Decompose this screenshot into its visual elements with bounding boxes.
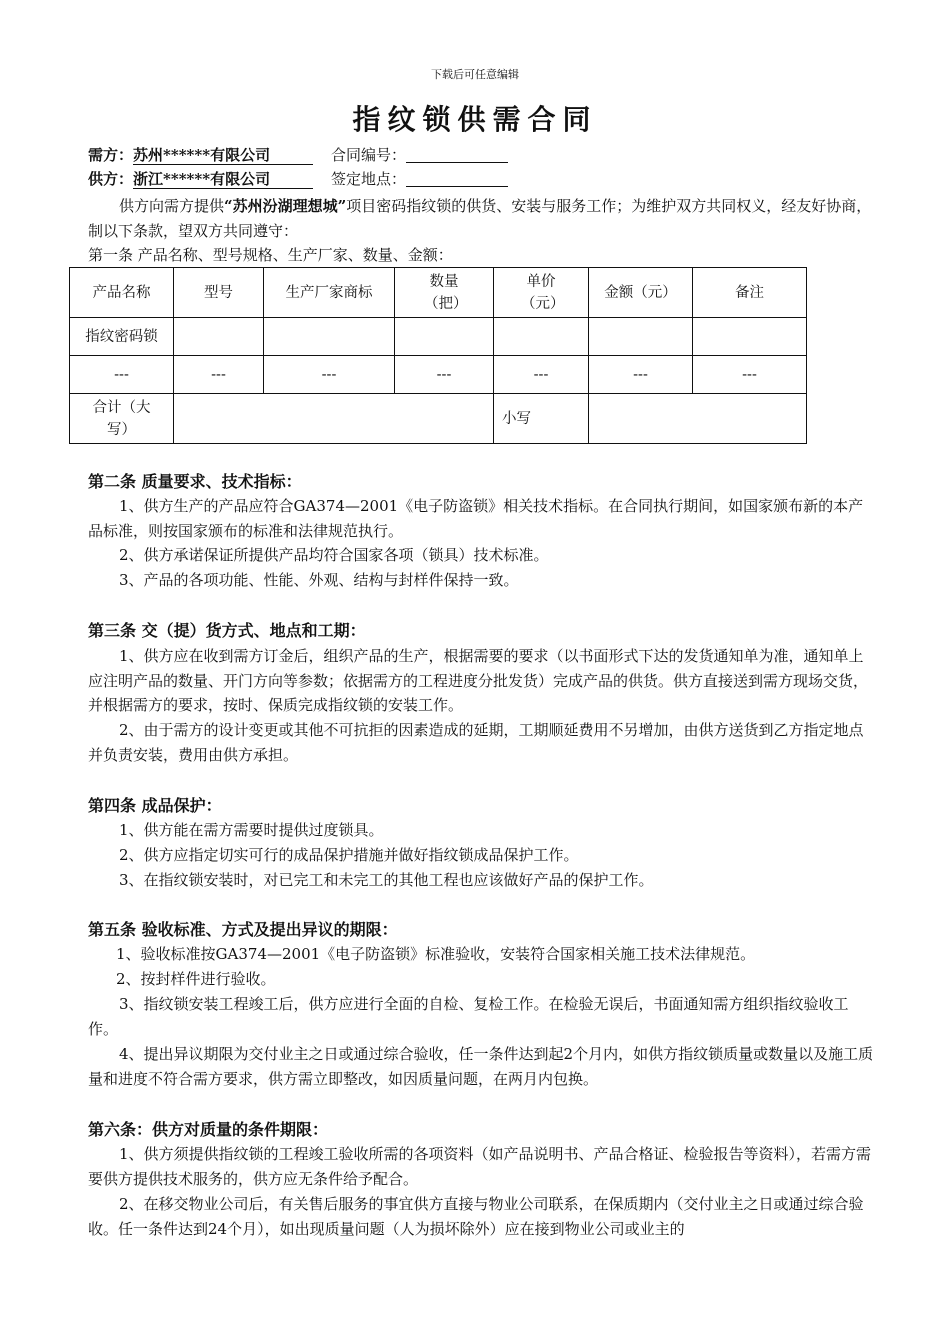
- article3-item: 2、由于需方的设计变更或其他不可抗拒的因素造成的延期，工期顺延费用不另增加，由供方送货到乙方指定地点并负责安装，费用由供方承担。: [88, 721, 864, 764]
- header-qty: 数量（把）: [424, 273, 468, 312]
- header-price: 单价（元）: [521, 273, 565, 312]
- table-header-row: [70, 268, 807, 318]
- total-row: [70, 394, 807, 444]
- table-cell: ---: [70, 356, 174, 394]
- article3-item: 1、供方应在收到需方订金后，组织产品的生产，根据需要的要求（以书面形式下达的发货通知单为准，通知单上应注明产品的数量、开门方向等参数；依据需方的工程进度分批发货）完成产品的供货。供方直接送到需方现场交货，并根据需方的要求，按时、保质完成指纹锁的安装工作。: [88, 647, 869, 714]
- buyer-line: [88, 144, 508, 166]
- table-cell: [693, 318, 807, 356]
- article2-heading: 第二条 质量要求、技术指标：: [88, 472, 302, 491]
- table-header-cell: 金额（元）: [589, 268, 693, 318]
- article2-item: 1、供方生产的产品应符合GA374—2001《电子防盗锁》相关技术指标。在合同执行期间，如国家颁布新的本产品标准，则按国家颁布的标准和法律规范执行。: [88, 497, 864, 540]
- total-uppercase-cell: [174, 394, 494, 444]
- table-cell: ---: [693, 356, 807, 394]
- table-cell: [174, 318, 264, 356]
- project-name: “苏州汾湖理想城”: [224, 197, 347, 215]
- signing-place-label: 签定地点：: [331, 170, 407, 188]
- intro-text-2: 项目密码指纹锁的供货、安装与服务工作；为维护双方共同权义，经友好协商，制以下条款，望双方共同遵守：: [88, 197, 872, 240]
- article4-item: 3、在指纹锁安装时，对已完工和未完工的其他工程也应该做好产品的保护工作。: [119, 871, 654, 889]
- article5-item: 1、验收标准按GA374—2001《电子防盗锁》标准验收，安装符合国家相关施工技术法律规范。: [116, 945, 756, 963]
- total-label-cell: [70, 394, 174, 444]
- table-header-cell: 型号: [174, 268, 264, 318]
- buyer-name: 苏州******有限公司: [133, 146, 313, 165]
- table-row: [70, 318, 807, 356]
- table-cell: ---: [494, 356, 589, 394]
- product-name-cell: 指纹密码锁: [70, 318, 174, 356]
- table-cell: [589, 318, 693, 356]
- intro-text-1: 供方向需方提供: [119, 197, 225, 215]
- total-label: 合计（大写）: [92, 399, 151, 438]
- total-lowercase-cell: [589, 394, 807, 444]
- buyer-label: 需方：: [88, 146, 134, 164]
- article5-item: 2、按封样件进行验收。: [116, 970, 276, 988]
- table-cell: ---: [395, 356, 494, 394]
- table-header-cell: 产品名称: [70, 268, 174, 318]
- article2-item: 3、产品的各项功能、性能、外观、结构与封样件保持一致。: [119, 571, 519, 589]
- article6-item: 2、在移交物业公司后，有关售后服务的事宜供方直接与物业公司联系，在保质期内（交付业主之日或通过综合验收。任一条件达到24个月），如出现质量问题（人为损坏除外）应在接到物业公司或业主的: [88, 1195, 864, 1238]
- table-header-cell: 备注: [693, 268, 807, 318]
- article5-item: 3、指纹锁安装工程竣工后，供方应进行全面的自检、复检工作。在检验无误后，书面通知需方组织指纹验收工作。: [88, 995, 849, 1038]
- article4-item: 1、供方能在需方需要时提供过度锁具。: [119, 821, 384, 839]
- table-cell: ---: [264, 356, 395, 394]
- article2-item: 2、供方承诺保证所提供产品均符合国家各项（锁具）技术标准。: [119, 546, 549, 564]
- table-header-cell: [395, 268, 494, 318]
- seller-label: 供方：: [88, 170, 134, 188]
- seller-name: 浙江******有限公司: [133, 170, 313, 189]
- contract-number-label: 合同编号：: [331, 146, 407, 164]
- table-row: [70, 356, 807, 394]
- table-cell: [494, 318, 589, 356]
- article5-heading: 第五条 验收标准、方式及提出异议的期限：: [88, 920, 398, 939]
- article4-heading: 第四条 成品保护：: [88, 796, 222, 815]
- article6-heading: 第六条：供方对质量的条件期限：: [88, 1120, 329, 1139]
- header-note: 下载后可任意编辑: [431, 68, 519, 81]
- contract-number-blank: [406, 146, 508, 163]
- small-label-cell: 小写: [494, 394, 589, 444]
- intro-paragraph: [88, 194, 874, 243]
- article4-item: 2、供方应指定切实可行的成品保护措施并做好指纹锁成品保护工作。: [119, 846, 579, 864]
- article5-item: 4、提出异议期限为交付业主之日或通过综合验收，任一条件达到起2个月内，如供方指纹锁质量或数量以及施工质量和进度不符合需方要求，供方需立即整改，如因质量问题，在两月内包换。: [88, 1045, 874, 1088]
- article3-heading: 第三条 交（提）货方式、地点和工期：: [88, 621, 366, 640]
- signing-place-blank: [406, 170, 508, 187]
- product-table: [69, 267, 807, 444]
- table-cell: ---: [589, 356, 693, 394]
- article6-item: 1、供方须提供指纹锁的工程竣工验收所需的各项资料（如产品说明书、产品合格证、检验报告等资料），若需方需要供方提供技术服务的，供方应无条件给予配合。: [88, 1145, 872, 1188]
- article1-heading: 第一条 产品名称、型号规格、生产厂家、数量、金额：: [88, 246, 453, 264]
- table-header-cell: 生产厂家商标: [264, 268, 395, 318]
- seller-line: [88, 168, 508, 190]
- table-header-cell: [494, 268, 589, 318]
- contract-title: 指纹锁供需合同: [352, 103, 598, 136]
- table-cell: ---: [174, 356, 264, 394]
- table-cell: [264, 318, 395, 356]
- table-cell: [395, 318, 494, 356]
